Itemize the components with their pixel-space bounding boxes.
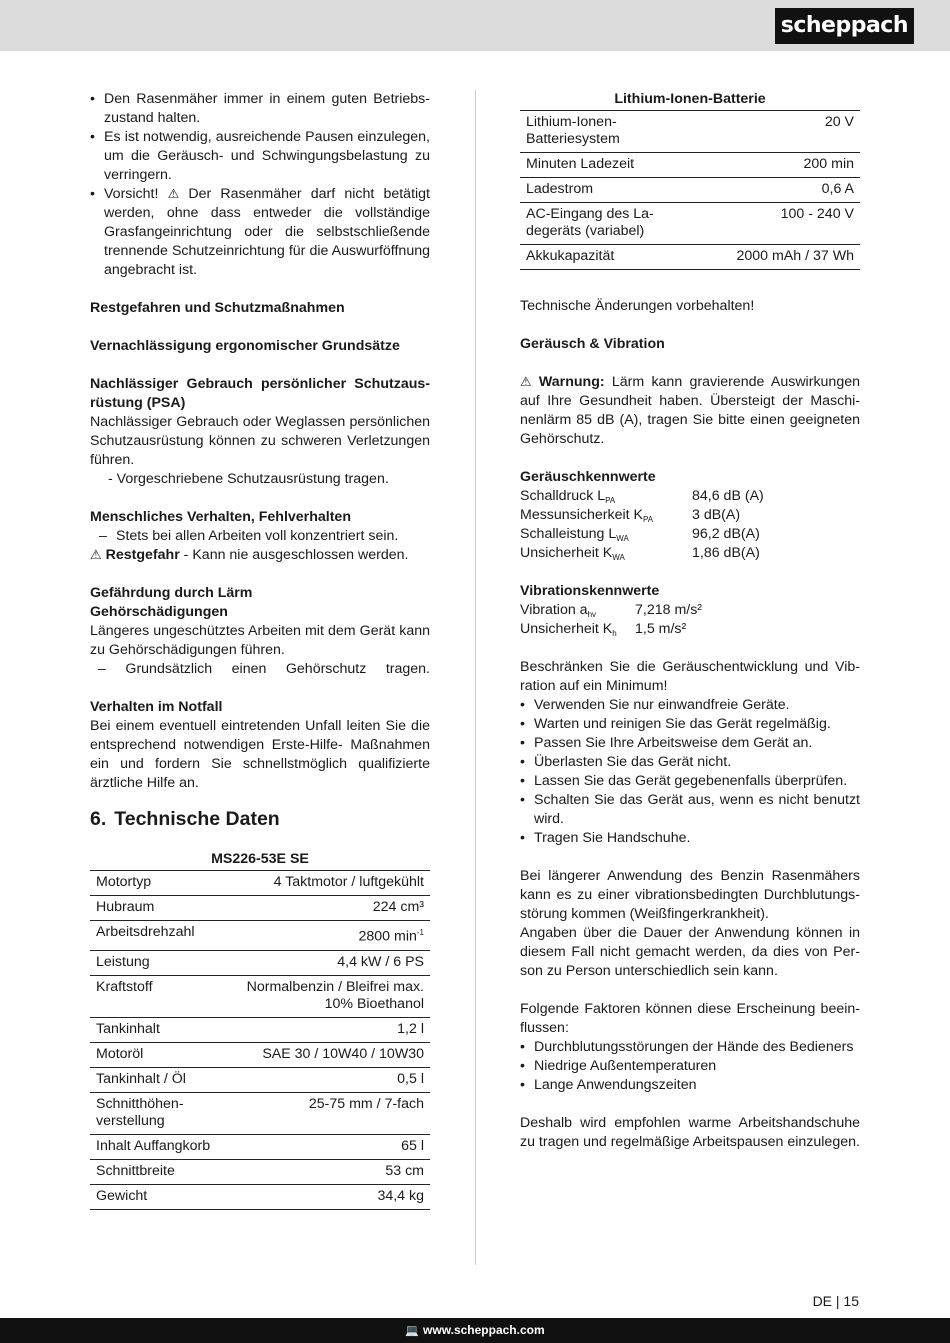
table-row <box>520 178 860 203</box>
table-row <box>520 203 860 245</box>
factors-list <box>520 1038 860 1095</box>
kv-label <box>520 506 692 525</box>
long-use-text-2: Angaben über die Dauer der Anwendung können in diesem Fall nicht gemacht werden, da dies von Person zu Person unterschiedlich sein kann. <box>520 925 860 979</box>
table-row <box>90 896 430 921</box>
row-label <box>520 153 696 178</box>
list-item: • Überlasten Sie das Gerät nicht. <box>520 753 860 772</box>
value-text: 20 V <box>824 114 854 130</box>
list-item: • Es ist notwendig, ausreichende Pausen einzulegen, um die Geräusch- und Schwingungsbelastung zu verringern. <box>90 128 430 185</box>
value-text: 53 cm <box>385 1162 424 1179</box>
heading-vibration: Vibrationskennwerte <box>520 583 660 599</box>
value-text: 25-75 mm / 7-fach <box>308 1095 424 1112</box>
row-label <box>90 1042 226 1067</box>
label-text: verstellung <box>96 1112 165 1129</box>
left-column <box>90 90 430 1210</box>
list-item: • Warten und reinigen Sie das Gerät regelmäßig. <box>520 715 860 734</box>
table-row <box>520 245 860 270</box>
label-text: Vibration a <box>520 602 588 618</box>
list-item: • Tragen Sie Handschuhe. <box>520 829 860 848</box>
label-text: Schnitthöhen- <box>96 1095 184 1112</box>
kv-value: 3 dB(A) <box>692 507 741 523</box>
list-item <box>520 544 860 563</box>
footer-url[interactable]: www.scheppach.com <box>423 1323 545 1337</box>
long-use-text: Bei längerer Anwendung des Benzin Rasenmähers kann es zu einer vibrationsbedingten Durchblutungsstörung kommen (Weißfingerkrankheit). <box>520 868 860 922</box>
kv-value: 1,86 dB(A) <box>692 545 760 561</box>
table-row <box>90 950 430 975</box>
label-text: Ladestrom <box>526 181 594 197</box>
list-item: • Schalten Sie das Gerät aus, wenn es nicht benutzt wird. <box>520 791 860 829</box>
value-text: Normalbenzin / Bleifrei max. <box>246 978 424 995</box>
value-text: 10% Bioethanol <box>324 995 424 1012</box>
psa-text: Nachlässiger Gebrauch oder Weglassen persönlichen Schutzausrüstung können zu schweren Verletzungen führen. <box>90 414 430 468</box>
kv-value: 7,218 m/s² <box>635 602 703 618</box>
label-text: Motoröl <box>96 1045 144 1062</box>
value-text: 34,4 kg <box>377 1187 424 1204</box>
kv-value: 96,2 dB(A) <box>692 526 760 542</box>
label-sub: hv <box>587 610 597 619</box>
vibration-values <box>520 601 860 639</box>
heading-gehoer: Gehörschädigungen <box>90 604 228 620</box>
scheppach-logo: scheppach <box>775 8 914 44</box>
row-label <box>90 1184 226 1209</box>
label-text: Unsicherheit K <box>520 545 613 561</box>
row-value <box>696 153 860 178</box>
value-text: SAE 30 / 10W40 / 10W30 <box>262 1045 424 1062</box>
kv-value: 1,5 m/s² <box>635 621 687 637</box>
row-value <box>226 1042 430 1067</box>
label-text: Lithium-Ionen- <box>526 114 617 130</box>
label-text: Inhalt Auffangkorb <box>96 1137 211 1154</box>
label-text: Kraftstoff <box>96 978 153 995</box>
table-row <box>520 153 860 178</box>
warning-text: Lärm kann gravierende Auswirkungen auf Ihre Gesundheit haben. Übersteigt der Maschinenlärm 85 dB (A), tragen Sie bitte einen geeigneten Gehörschutz. <box>520 374 860 447</box>
restgefahr-label: Restgefahr <box>105 547 180 563</box>
kv-label <box>520 601 635 620</box>
list-item: • Durchblutungsstörungen der Hände des Bedieners <box>520 1038 860 1057</box>
label-text: Tankinhalt / Öl <box>96 1070 186 1087</box>
value-text: 2800 min <box>358 928 417 945</box>
heading-ergonomie: Vernachlässigung ergonomischer Grundsätze <box>90 338 400 354</box>
notfall-text: Bei einem eventuell eintretenden Unfall leiten Sie die entsprechend notwendigen Erste-Hilfe- Maßnahmen ein und fordern Sie schnellstmöglich qualifizierte ärztliche Hilfe an. <box>90 718 430 791</box>
row-value <box>226 871 430 896</box>
kv-label <box>520 620 635 639</box>
restgefahr-text: - Kann nie ausgeschlossen werden. <box>179 547 409 563</box>
section-title <box>90 807 430 831</box>
table-row <box>90 975 430 1017</box>
table-row <box>90 1017 430 1042</box>
table-row <box>520 111 860 153</box>
battery-table <box>520 90 860 270</box>
label-text: Messunsicherkeit K <box>520 507 644 523</box>
right-column <box>520 90 860 1152</box>
section-number: 6. <box>90 808 107 830</box>
label-sub: PA <box>605 496 616 505</box>
recommend-text: Deshalb wird empfohlen warme Arbeitshandschuhe zu tragen und regelmäßige Arbeitspausen einzulegen. <box>520 1115 860 1150</box>
heading-geraeuschkennwerte: Geräuschkennwerte <box>520 469 656 485</box>
value-text: 100 - 240 V <box>780 206 854 222</box>
row-value <box>226 1092 430 1134</box>
row-value <box>226 896 430 921</box>
section-title-text: Technische Daten <box>114 808 280 830</box>
heading-restgefahren: Restgefahren und Schutzmaßnahmen <box>90 300 345 316</box>
laerm-item: – Grundsätzlich einen Gehörschutz tragen. <box>98 661 430 677</box>
row-label <box>90 1017 226 1042</box>
value-text: 224 cm³ <box>372 899 424 915</box>
warning-paragraph <box>520 373 860 449</box>
column-divider <box>475 90 476 1265</box>
heading-laerm: Gefährdung durch Lärm <box>90 585 253 601</box>
heading-notfall: Verhalten im Notfall <box>90 699 223 715</box>
row-label <box>90 1159 226 1184</box>
safety-bullets <box>90 90 430 280</box>
row-label <box>90 896 226 921</box>
value-text: 1,2 l <box>397 1020 424 1037</box>
row-label <box>90 1092 226 1134</box>
table-row <box>90 921 430 951</box>
row-label <box>90 975 226 1017</box>
psa-item: - Vorgeschriebene Schutzausrüstung tragen. <box>108 471 389 487</box>
list-item: • Den Rasenmäher immer in einem guten Betriebszustand halten. <box>90 90 430 128</box>
label-text: Batteriesystem <box>526 131 620 147</box>
list-item: • Niedrige Außentemperaturen <box>520 1057 860 1076</box>
table-row <box>90 1042 430 1067</box>
label-text: Leistung <box>96 953 150 970</box>
factors-text: Folgende Faktoren können diese Erscheinung beeinflussen: <box>520 1001 860 1036</box>
table-row <box>90 1159 430 1184</box>
table-row <box>90 1092 430 1134</box>
dash-marker: – <box>99 528 107 544</box>
label-sub: WA <box>616 534 629 543</box>
warning-label: Warnung: <box>538 374 605 390</box>
list-item <box>520 487 860 506</box>
value-text: 200 min <box>803 156 854 172</box>
row-value <box>226 950 430 975</box>
label-text: Gewicht <box>96 1187 148 1204</box>
restgefahr-line <box>90 546 430 565</box>
label-text: Hubraum <box>96 899 155 915</box>
warning-icon: ⚠ <box>520 375 532 390</box>
label-text: Schnittbreite <box>96 1162 175 1179</box>
value-text: 4 Taktmotor / luftgekühlt <box>273 874 424 890</box>
row-value <box>226 1184 430 1209</box>
table-row <box>90 871 430 896</box>
row-label <box>520 178 696 203</box>
kv-label <box>520 544 692 563</box>
computer-icon: 💻 <box>405 1324 420 1337</box>
kv-label <box>520 487 692 506</box>
label-text: Schalldruck L <box>520 488 606 504</box>
list-item <box>520 525 860 544</box>
reduce-text: Beschränken Sie die Geräuschentwicklung und Vibration auf ein Minimum! <box>520 659 860 694</box>
tech-data-table <box>90 850 430 1210</box>
row-value <box>226 1067 430 1092</box>
warning-icon: ⚠ <box>90 548 102 563</box>
changes-note: Technische Änderungen vorbehalten! <box>520 298 755 314</box>
caution-text: Der Rasenmäher darf nicht betätigt werden, ohne dass entweder die vollständige Grasfangeinrichtung oder die selbstschließende trennende Schutzeinrichtung für die Auswurföffnung angebracht ist. <box>104 186 430 278</box>
label-text: Tankinhalt <box>96 1020 160 1037</box>
laerm-text: Längeres ungeschütztes Arbeiten mit dem Gerät kann zu Gehörschädigungen führen. <box>90 623 430 658</box>
row-label <box>90 950 226 975</box>
row-value <box>696 111 860 153</box>
row-value <box>696 245 860 270</box>
value-text: 0,6 A <box>821 181 854 197</box>
label-sub: WA <box>612 553 625 562</box>
label-text: Unsicherheit K <box>520 621 613 637</box>
caution-prefix: Vorsicht! <box>104 186 159 202</box>
heading-verhalten: Menschliches Verhalten, Fehlverhalten <box>90 509 351 525</box>
label-sub: h <box>612 629 617 638</box>
footer-bar <box>0 1318 950 1343</box>
heading-psa: Nachlässiger Gebrauch persönlicher Schutzausrüstung (PSA) <box>90 376 430 411</box>
list-item: • Lassen Sie das Gerät gegebenenfalls überprüfen. <box>520 772 860 791</box>
table-title: MS226-53E SE <box>211 851 309 867</box>
battery-title: Lithium-Ionen-Batterie <box>614 91 766 107</box>
value-text: 0,5 l <box>397 1070 424 1087</box>
row-value <box>226 921 430 951</box>
label-text: Schalleistung L <box>520 526 617 542</box>
label-text: Akkukapazität <box>526 248 615 264</box>
value-text: 4,4 kW / 6 PS <box>337 953 424 970</box>
list-item <box>90 527 430 546</box>
verhalten-item: Stets bei allen Arbeiten voll konzentriert sein. <box>116 528 399 544</box>
row-value <box>696 203 860 245</box>
row-value <box>226 1134 430 1159</box>
row-value <box>696 178 860 203</box>
heading-geraeusch: Geräusch & Vibration <box>520 336 665 352</box>
label-text: Motortyp <box>96 874 152 890</box>
list-item: • Passen Sie Ihre Arbeitsweise dem Gerät an. <box>520 734 860 753</box>
list-item <box>90 185 430 280</box>
list-item: • Verwenden Sie nur einwandfreie Geräte. <box>520 696 860 715</box>
kv-label <box>520 525 692 544</box>
row-value <box>226 1017 430 1042</box>
row-label <box>520 245 696 270</box>
reduce-list <box>520 696 860 848</box>
label-text: AC-Eingang des La- <box>526 206 654 222</box>
row-label <box>90 1134 226 1159</box>
row-label <box>90 921 226 951</box>
table-row <box>90 1184 430 1209</box>
table-row <box>90 1067 430 1092</box>
label-sub: PA <box>643 515 654 524</box>
row-value <box>226 1159 430 1184</box>
row-label <box>90 1067 226 1092</box>
list-item <box>520 506 860 525</box>
kv-value: 84,6 dB (A) <box>692 488 764 504</box>
list-item <box>520 620 860 639</box>
page-number: DE | 15 <box>812 1293 859 1309</box>
row-label <box>520 111 696 153</box>
value-text: 65 l <box>401 1137 424 1154</box>
noise-values <box>520 487 860 563</box>
label-text: degeräts (variabel) <box>526 223 645 239</box>
row-label <box>520 203 696 245</box>
label-text: Minuten Ladezeit <box>526 156 635 172</box>
table-row <box>90 1134 430 1159</box>
label-text: Arbeitsdrehzahl <box>96 924 195 940</box>
list-item: • Lange Anwendungszeiten <box>520 1076 860 1095</box>
list-item <box>520 601 860 620</box>
value-sup: -1 <box>416 928 424 937</box>
warning-icon: ⚠ <box>167 187 180 202</box>
row-value <box>226 975 430 1017</box>
row-label <box>90 871 226 896</box>
value-text: 2000 mAh / 37 Wh <box>736 248 854 264</box>
header-bar <box>0 0 950 51</box>
